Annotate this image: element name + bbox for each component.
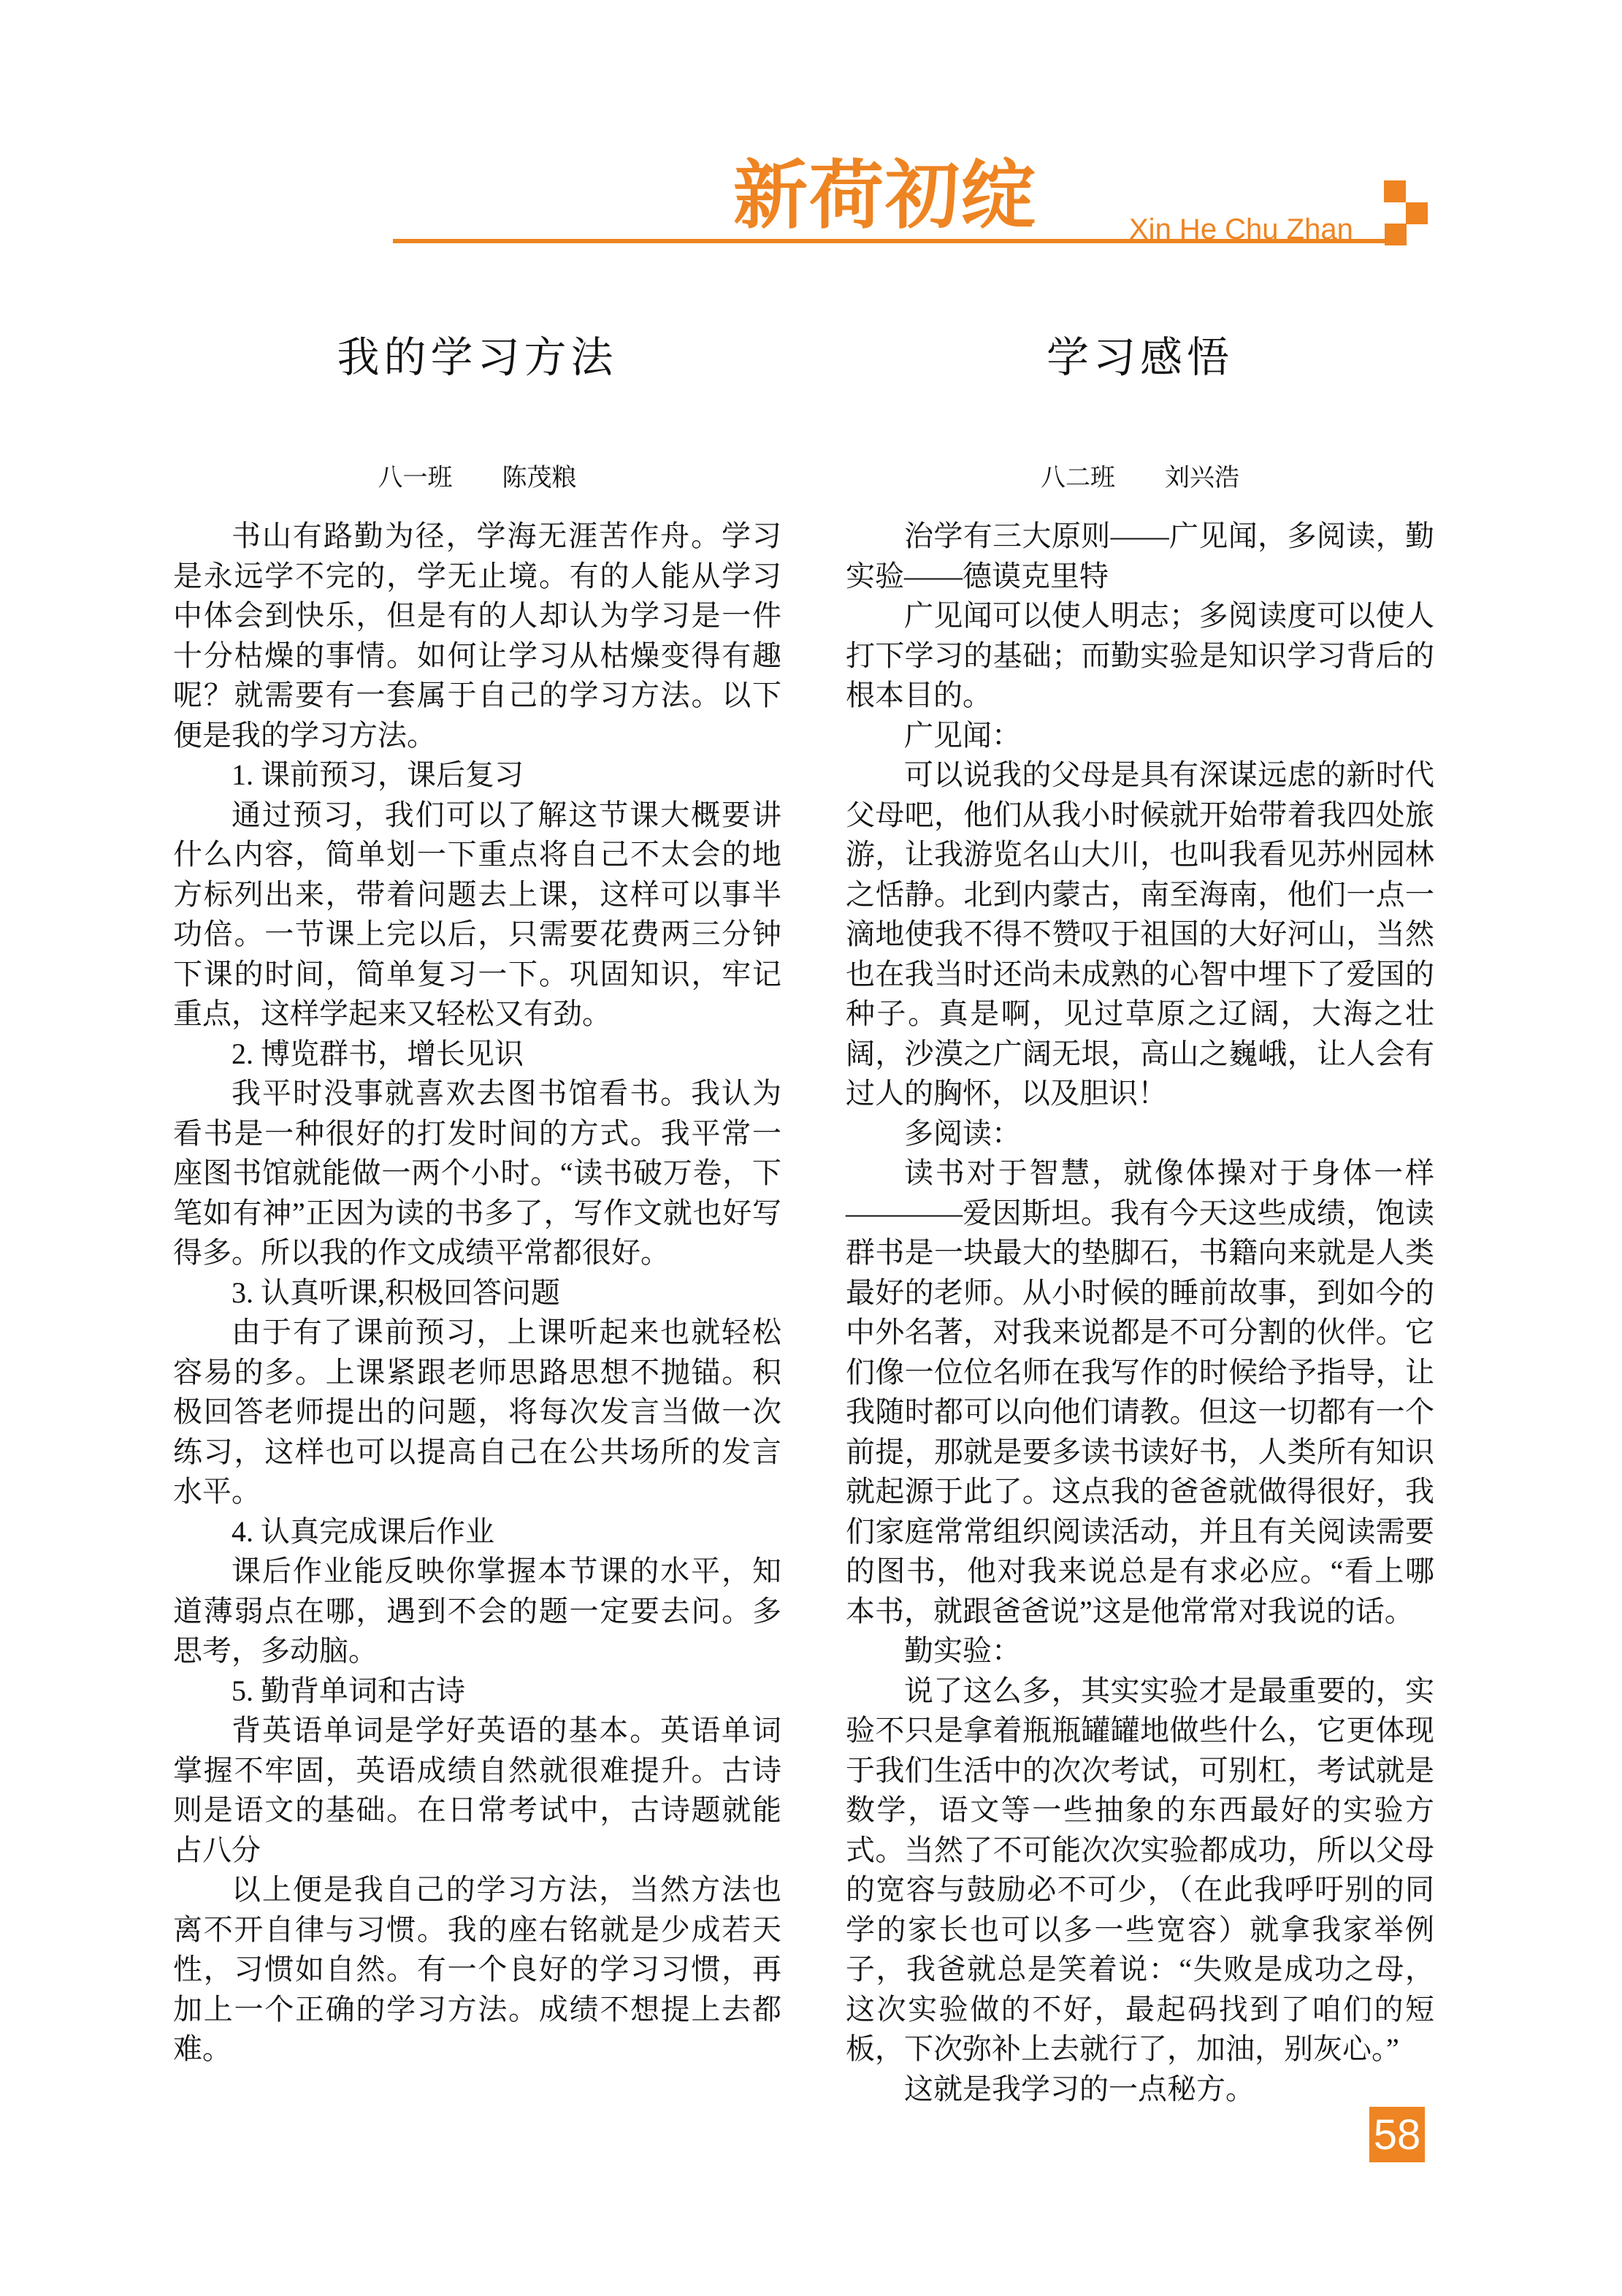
paragraph: 我平时没事就喜欢去图书馆看书。我认为看书是一种很好的打发时间的方式。我平常一座图书馆就能做一两个小时。“读书破万卷，下笔如有神”正因为读的书多了，写作文就也好写得多。所以我的作文成绩平常都很好。 (173, 1077, 781, 1270)
paragraph: 课后作业能反映你掌握本节课的水平，知道薄弱点在哪，遇到不会的题一定要去问。多思考，多动脑。 (173, 1555, 781, 1668)
magazine-logo-chinese: 新荷初绽 (733, 154, 1037, 237)
article-right-title: 学习感悟 (1046, 334, 1233, 381)
paragraph: 以上便是我自己的学习方法，当然方法也离不开自律与习惯。我的座右铭就是少成若天性，习惯如自然。有一个良好的学习习惯，再加上一个正确的学习方法。成绩不想提上去都难。 (173, 1873, 781, 2066)
section-heading: 2. 博览群书，增长见识 (232, 1037, 524, 1070)
section-heading: 5. 勤背单词和古诗 (232, 1674, 465, 1707)
section-heading: 多阅读： (904, 1116, 1021, 1150)
article-left-body (173, 516, 781, 2070)
paragraph: 治学有三大原则——广见闻，多阅读，勤实验——德谟克里特 (846, 519, 1434, 592)
section-heading: 1. 课前预习，课后复习 (232, 758, 524, 792)
paragraph: 由于有了课前预习，上课听起来也就轻松容易的多。上课紧跟老师思路思想不抛锚。积极回答老师提出的问题，将每次发言当做一次练习，这样也可以提高自己在公共场所的发言水平。 (173, 1316, 781, 1509)
paragraph: 书山有路勤为径，学海无涯苦作舟。学习是永远学不完的，学无止境。有的人能从学习中体会到快乐，但是有的人却认为学习是一件十分枯燥的事情。如何让学习从枯燥变得有趣呢？就需要有一套属于自己的学习方法。以下便是我的学习方法。 (173, 519, 781, 752)
article-right-body (846, 516, 1434, 2109)
page-number-badge: 58 (1369, 2107, 1425, 2162)
article-left (173, 332, 781, 2070)
article-right (846, 332, 1434, 2109)
section-heading: 广见闻： (904, 718, 1021, 752)
article-left-title: 我的学习方法 (337, 334, 618, 381)
paragraph: 背英语单词是学好英语的基本。英语单词掌握不牢固，英语成绩自然就很难提升。古诗则是语文的基础。在日常考试中，古诗题就能占八分 (173, 1714, 781, 1866)
decor-square-bottom-icon (1385, 224, 1407, 245)
decor-square-middle-icon (1406, 202, 1428, 224)
article-right-byline: 八二班 刘兴浩 (1041, 464, 1239, 492)
section-heading: 3. 认真听课,积极回答问题 (232, 1275, 560, 1309)
magazine-logo-pinyin: Xin He Chu Zhan (1129, 213, 1353, 245)
paragraph: 广见闻可以使人明志；多阅读度可以使人打下学习的基础；而勤实验是知识学习背后的根本目的。 (846, 599, 1434, 712)
paragraph: 这就是我学习的一点秘方。 (904, 2072, 1255, 2105)
section-heading: 勤实验： (904, 1634, 1021, 1668)
paragraph: 通过预习，我们可以了解这节课大概要讲什么内容，简单划一下重点将自己不太会的地方标列出来，带着问题去上课，这样可以事半功倍。一节课上完以后，只需要花费两三分钟下课的时间，简单复习一下。巩固知识，牢记重点，这样学起来又轻松又有劲。 (173, 798, 781, 1031)
paragraph: 可以说我的父母是具有深谋远虑的新时代父母吧，他们从我小时候就开始带着我四处旅游，让我游览名山大川，也叫我看见苏州园林之恬静。北到内蒙古，南至海南，他们一点一滴地使我不得不赞叹于祖国的大好河山，当然也在我当时还尚未成熟的心智中埋下了爱国的种子。真是啊，见过草原之辽阔，大海之壮阔，沙漠之广阔无垠，高山之巍峨，让人会有过人的胸怀，以及胆识！ (846, 758, 1434, 1110)
paragraph: 说了这么多，其实实验才是最重要的，实验不只是拿着瓶瓶罐罐地做些什么，它更体现于我们生活中的次次考试，可别杠，考试就是数学，语文等一些抽象的东西最好的实验方式。当然了不可能次次实验都成功，所以父母的宽容与鼓励必不可少，（在此我呼吁别的同学的家长也可以多一些宽容）就拿我家举例子，我爸就总是笑着说：“失败是成功之母，这次实验做的不好，最起码找到了咱们的短板，下次弥补上去就行了，加油，别灰心。” (846, 1674, 1434, 2066)
decor-square-top-icon (1384, 180, 1406, 202)
article-left-byline: 八一班 陈茂粮 (378, 464, 577, 492)
section-heading: 4. 认真完成课后作业 (232, 1514, 494, 1548)
paragraph: 读书对于智慧，就像体操对于身体一样————爱因斯坦。我有今天这些成绩，饱读群书是一块最大的垫脚石，书籍向来就是人类最好的老师。从小时候的睡前故事，到如今的中外名著，对我来说都是不可分割的伙伴。它们像一位位名师在我写作的时候给予指导，让我随时都可以向他们请教。但这一切都有一个前提，那就是要多读书读好书，人类所有知识就起源于此了。这点我的爸爸就做得很好，我们家庭常常组织阅读活动，并且有关阅读需要的图书，他对我来说总是有求必应。“看上哪本书，就跟爸爸说”这是他常常对我说的话。 (846, 1156, 1434, 1628)
